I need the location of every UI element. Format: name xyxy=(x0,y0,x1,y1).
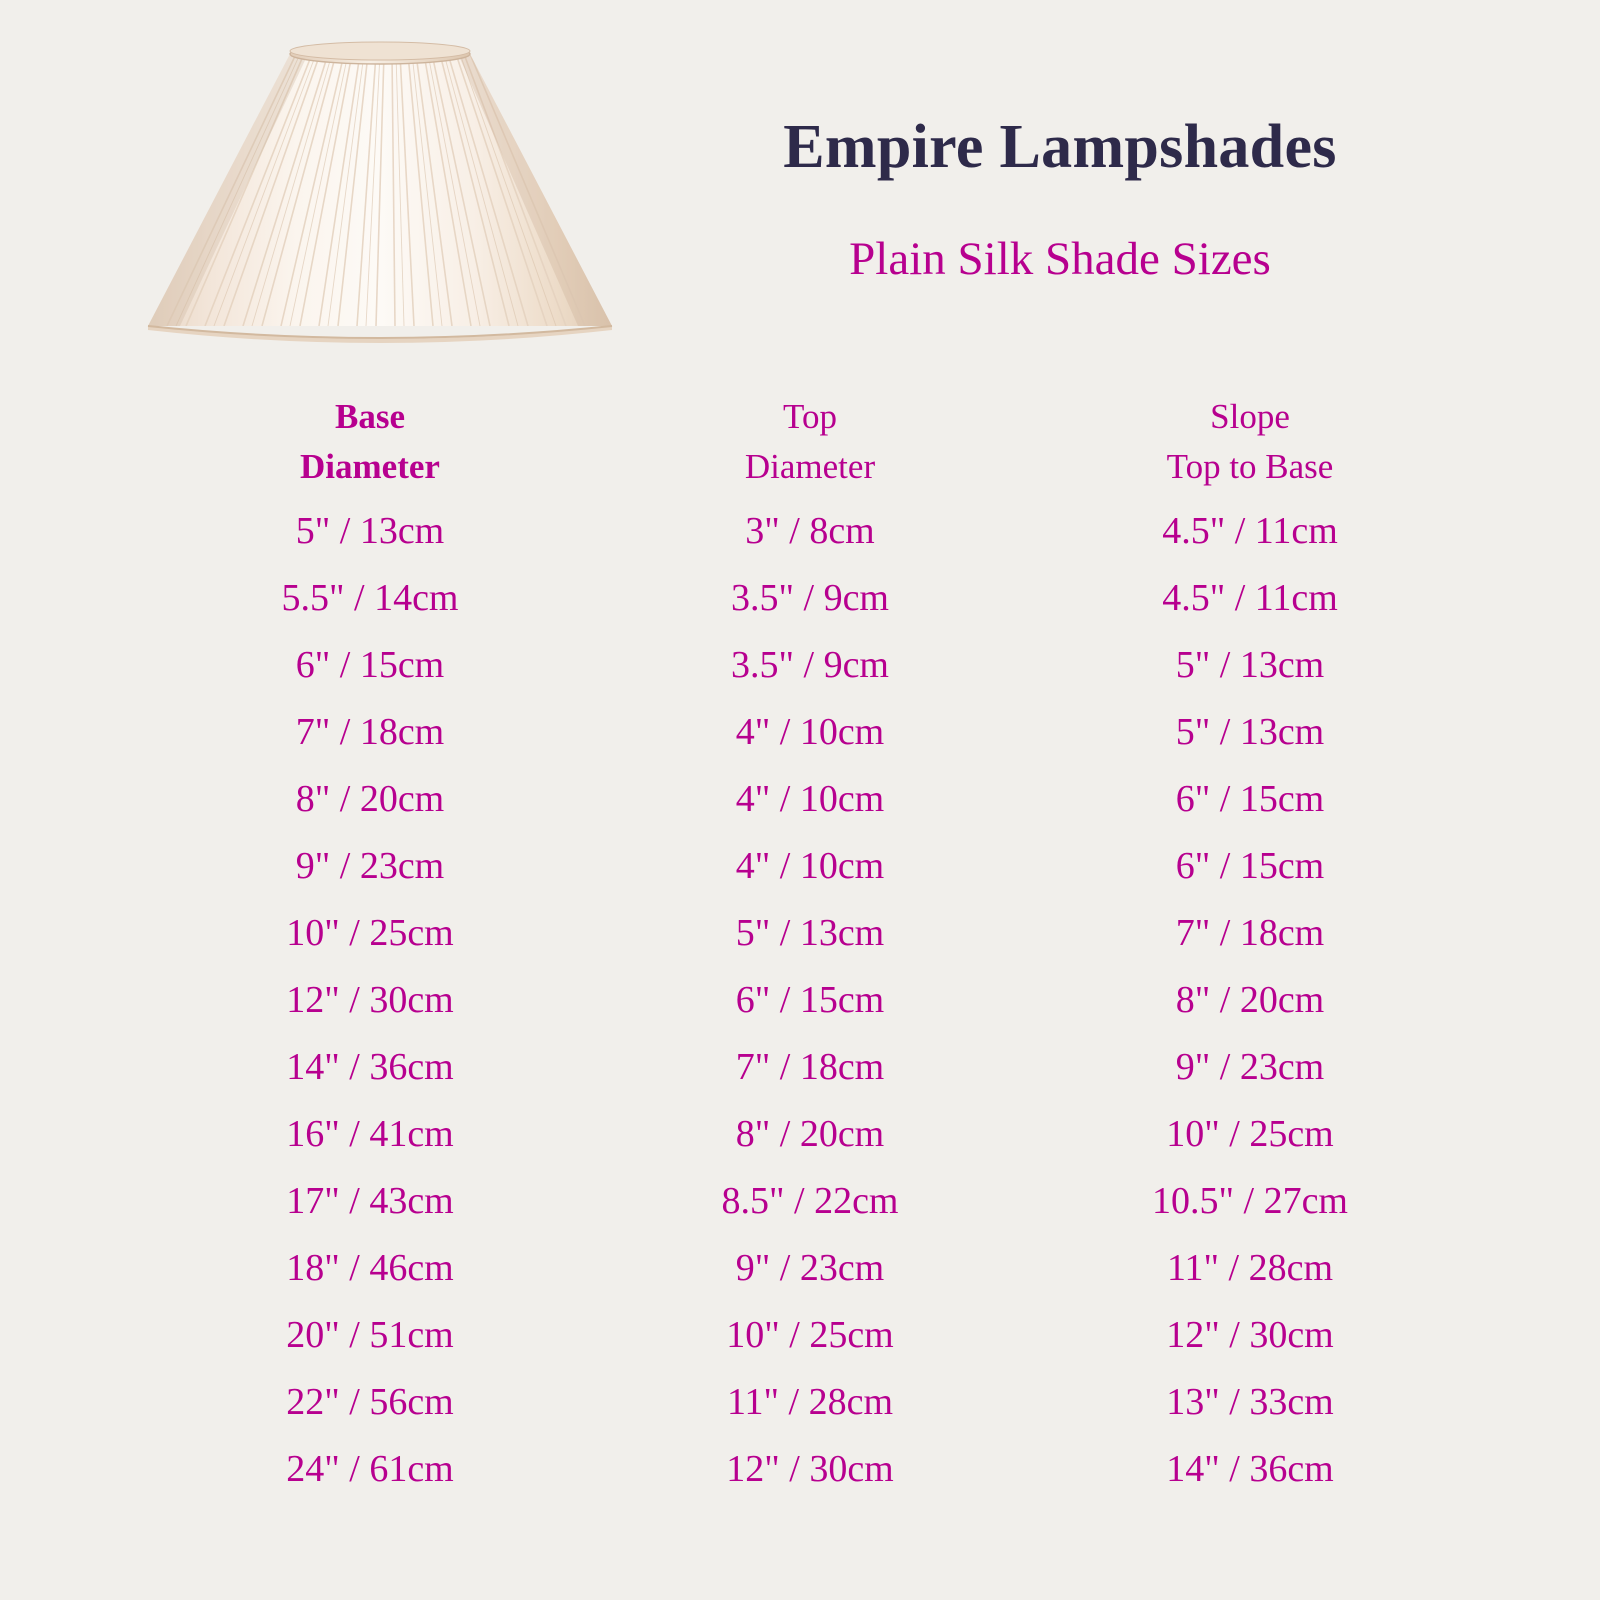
cell-base-diameter: 22" / 56cm xyxy=(286,1381,454,1423)
cell-top-diameter: 4" / 10cm xyxy=(735,711,885,753)
table-row xyxy=(150,1101,1470,1168)
cell-top-diameter: 12" / 30cm xyxy=(726,1448,894,1490)
column-header-line2: Diameter xyxy=(744,447,876,486)
cell-slope: 7" / 18cm xyxy=(1175,912,1325,954)
table-row xyxy=(150,833,1470,900)
cell-base-diameter: 24" / 61cm xyxy=(286,1448,454,1490)
cell-top-diameter: 9" / 23cm xyxy=(735,1247,885,1289)
column-header-base-diameter xyxy=(150,392,590,492)
cell-slope: 5" / 13cm xyxy=(1175,644,1325,686)
cell-top-diameter: 3" / 8cm xyxy=(745,510,875,552)
cell-top-diameter: 7" / 18cm xyxy=(735,1046,885,1088)
cell-top-diameter: 6" / 15cm xyxy=(735,979,885,1021)
page-title: Empire Lampshades xyxy=(783,113,1337,181)
cell-slope: 10" / 25cm xyxy=(1166,1113,1334,1155)
cell-top-diameter: 8" / 20cm xyxy=(735,1113,885,1155)
cell-base-diameter: 17" / 43cm xyxy=(286,1180,454,1222)
cell-base-diameter: 18" / 46cm xyxy=(286,1247,454,1289)
table-row xyxy=(150,1436,1470,1503)
column-header-line1: Base xyxy=(335,397,405,436)
cell-top-diameter: 11" / 28cm xyxy=(726,1381,894,1423)
cell-slope: 4.5" / 11cm xyxy=(1162,577,1338,619)
cell-slope: 11" / 28cm xyxy=(1166,1247,1334,1289)
cell-base-diameter: 12" / 30cm xyxy=(286,979,454,1021)
table-row xyxy=(150,1369,1470,1436)
cell-base-diameter: 5.5" / 14cm xyxy=(281,577,459,619)
cell-top-diameter: 10" / 25cm xyxy=(726,1314,894,1356)
table-row xyxy=(150,900,1470,967)
size-table xyxy=(150,392,1470,1503)
column-header-line1: Slope xyxy=(1210,397,1290,436)
cell-slope: 12" / 30cm xyxy=(1166,1314,1334,1356)
cell-base-diameter: 20" / 51cm xyxy=(286,1314,454,1356)
table-row xyxy=(150,967,1470,1034)
table-row xyxy=(150,1034,1470,1101)
cell-top-diameter: 4" / 10cm xyxy=(735,778,885,820)
page-subtitle: Plain Silk Shade Sizes xyxy=(849,233,1271,285)
column-header-line1: Top xyxy=(783,397,837,436)
cell-base-diameter: 16" / 41cm xyxy=(286,1113,454,1155)
cell-base-diameter: 5" / 13cm xyxy=(295,510,445,552)
cell-slope: 6" / 15cm xyxy=(1175,778,1325,820)
table-row xyxy=(150,565,1470,632)
column-header-top-diameter xyxy=(590,392,1030,492)
table-row xyxy=(150,1235,1470,1302)
cell-top-diameter: 3.5" / 9cm xyxy=(731,644,889,686)
table-row xyxy=(150,1168,1470,1235)
cell-top-diameter: 4" / 10cm xyxy=(735,845,885,887)
column-header-line2: Top to Base xyxy=(1166,447,1334,486)
table-row xyxy=(150,699,1470,766)
cell-base-diameter: 9" / 23cm xyxy=(295,845,445,887)
cell-slope: 13" / 33cm xyxy=(1166,1381,1334,1423)
cell-base-diameter: 6" / 15cm xyxy=(295,644,445,686)
pleated-lampshade-icon xyxy=(140,40,620,350)
cell-base-diameter: 14" / 36cm xyxy=(286,1046,454,1088)
table-row xyxy=(150,632,1470,699)
cell-slope: 10.5" / 27cm xyxy=(1152,1180,1348,1222)
cell-slope: 8" / 20cm xyxy=(1175,979,1325,1021)
table-row xyxy=(150,1302,1470,1369)
cell-slope: 14" / 36cm xyxy=(1166,1448,1334,1490)
cell-base-diameter: 7" / 18cm xyxy=(295,711,445,753)
cell-base-diameter: 8" / 20cm xyxy=(295,778,445,820)
table-row xyxy=(150,766,1470,833)
column-header-slope xyxy=(1030,392,1470,492)
cell-slope: 4.5" / 11cm xyxy=(1162,510,1338,552)
cell-top-diameter: 5" / 13cm xyxy=(735,912,885,954)
cell-top-diameter: 3.5" / 9cm xyxy=(731,577,889,619)
table-header-row xyxy=(150,392,1470,492)
cell-base-diameter: 10" / 25cm xyxy=(286,912,454,954)
cell-slope: 6" / 15cm xyxy=(1175,845,1325,887)
cell-slope: 9" / 23cm xyxy=(1175,1046,1325,1088)
cell-slope: 5" / 13cm xyxy=(1175,711,1325,753)
lampshade-illustration xyxy=(140,30,620,360)
table-row xyxy=(150,498,1470,565)
column-header-line2: Diameter xyxy=(300,447,440,486)
cell-top-diameter: 8.5" / 22cm xyxy=(721,1180,899,1222)
